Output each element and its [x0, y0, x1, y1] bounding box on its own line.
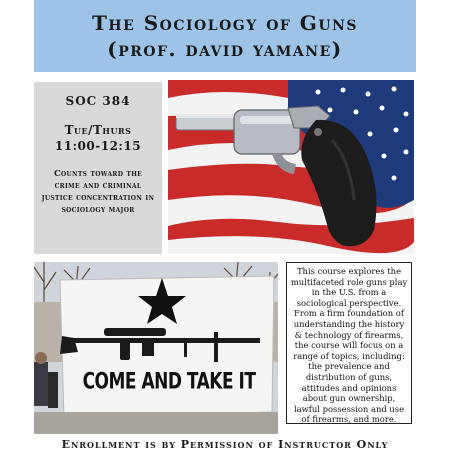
course-description: This course explores the multifaceted role guns play in the U.S. from a sociological perspective. From a firm foundation of understanding the history & technology of firearms, the course will focus on a range of topics, including: the prevalence and distribution of guns, attitudes and opinions about gun ownership, lawful possession and use of firearms, and more.	[286, 262, 412, 424]
banner-slogan: COME AND TAKE IT	[82, 369, 256, 395]
title-banner	[34, 0, 416, 72]
concentration-note: Counts toward the crime and criminal justice concentration in sociology major	[41, 169, 155, 215]
revolver-flag-illustration	[168, 80, 414, 254]
enrollment-notice: Enrollment is by Permission of Instructor Only	[61, 438, 389, 451]
come-and-take-it-flag-photo	[34, 262, 278, 434]
course-time: 11:00-12:15	[54, 139, 142, 153]
course-schedule	[34, 122, 162, 154]
course-code: SOC 384	[65, 94, 131, 108]
flag-scene-illustration	[34, 262, 278, 434]
instructor-name: (prof. david yamane)	[107, 37, 343, 61]
page-title: The Sociology of Guns	[91, 11, 358, 35]
revolver-on-flag-photo	[168, 80, 414, 254]
course-days: Tue/Thurs	[64, 123, 132, 137]
course-info-box	[34, 82, 162, 254]
